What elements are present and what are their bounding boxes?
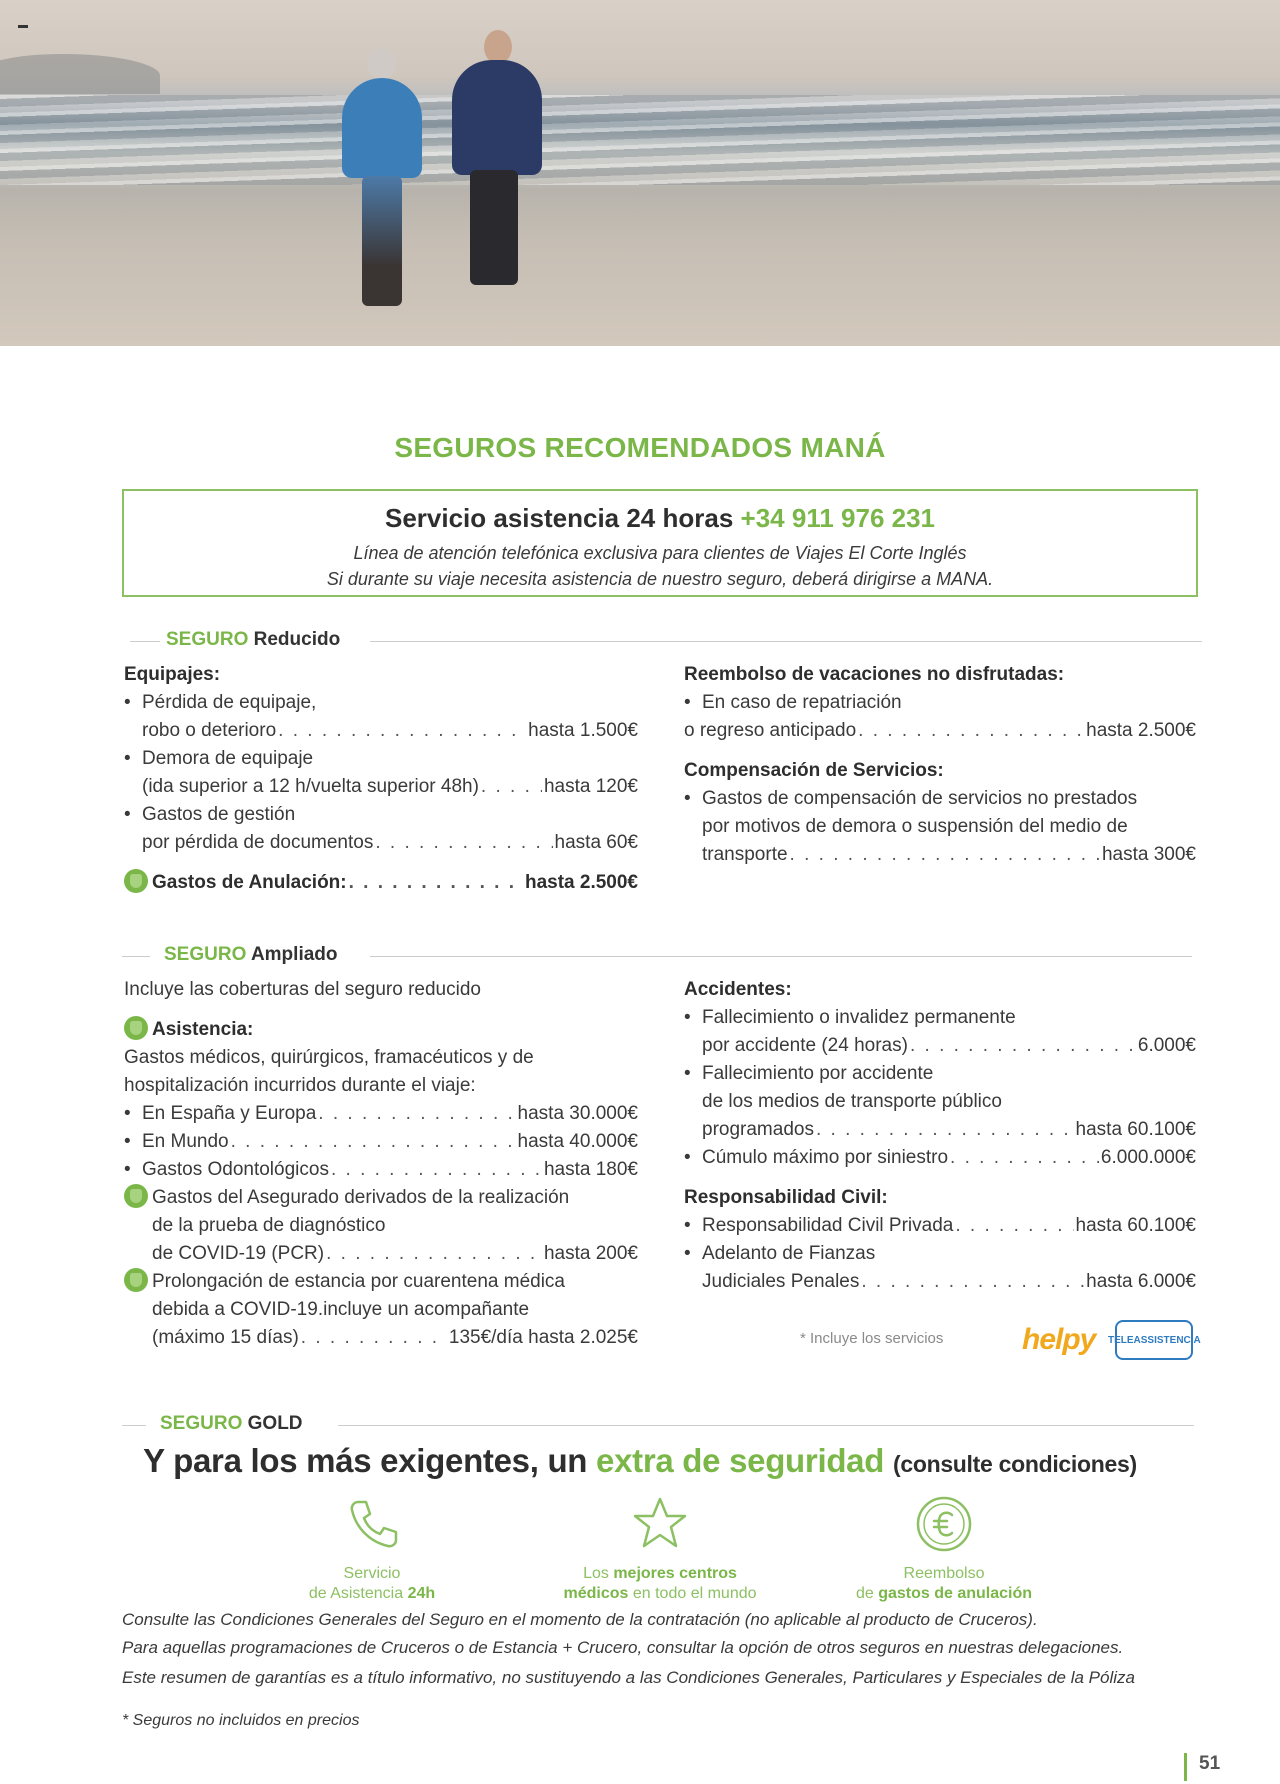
page-number: 51 [1184,1753,1220,1781]
flag-icon: ▬ [18,20,28,31]
section-ampliado-header: SEGURO Ampliado [122,944,1192,968]
gold-headline: Y para los más exigentes, un extra de seguridad (consulte condiciones) [143,1442,1137,1479]
reducido-right-column: Reembolso de vacaciones no disfrutadas: • En caso de repatriación o regreso anticipado . . . hasta 2.500€ Compensación de Servicios: • Gastos de compensación de servicios no prestados por motivos de demora o suspensión del medio de transporte . . . hasta 300€ [684,661,1196,869]
page-title: SEGUROS RECOMENDADOS MANÁ [394,432,886,463]
distant-headland [0,54,160,94]
shield-icon [124,869,148,893]
footer-note-4: * Seguros no incluidos en precios [122,1712,360,1729]
walker-man [452,30,542,300]
asistencia-row: Asistencia: [124,1016,638,1044]
assistance-line-1: Línea de atención telefónica exclusiva para clientes de Viajes El Corte Inglés [353,543,967,563]
assistance-line-2: Si durante su viaje necesita asistencia de nuestro seguro, deberá dirigirse a MANA. [326,569,994,589]
walker-woman [342,48,422,318]
assistance-box [122,489,1198,597]
hero-photo [0,0,1280,346]
sea-waves [0,95,1280,185]
reducido-left-column: Equipajes: • Pérdida de equipaje, robo o deterioro . . . hasta 1.500€ • Demora de equipaje (ida superior a 12 h/vuelta superior 48h) . . . hasta 120€ • Gastos de gestión por pérdida de documentos . . . hasta 60€ Gastos de Anulación: . . . hasta 2.500€ [124,661,638,897]
value-demora: hasta 120€ [543,776,638,797]
ampliado-left-column: Incluye las coberturas del seguro reducido Asistencia: Gastos médicos, quirúrgicos, framacéuticos y de hospitalización incurridos durante el viaje: • En España y Europa . . . hasta 30.000€ • En Mundo . . . hasta 40.000€ • Gastos Odontológicos . . . hasta 180€ Gastos del Asegurado derivados de la realización de la prueba de diagnóstico de COVID-19 (PCR) . . . hasta 200€ Prolongación de estancia por cuarentena médica debida a COVID-19.incluye un acompañante (máximo 15 días) . . . 135€/día hasta 2.025€ [124,976,638,1352]
ampliado-intro: Incluye las coberturas del seguro reducido [124,979,481,1000]
assistance-heading [124,503,1196,534]
footer-note-1: Consulte las Condiciones Generales del Seguro en el momento de la contratación (no aplicable al producto de Cruceros). [122,1610,1038,1629]
phone-icon [342,1494,402,1554]
feature-cancellation-refund: Reembolso de gastos de anulación [824,1494,1064,1604]
feature-assistance: Servicio de Asistencia 24h [252,1494,492,1604]
shield-icon [124,1268,148,1292]
euro-icon [914,1494,974,1554]
star-icon [630,1494,690,1554]
section-gold-header: SEGURO GOLD [122,1413,1194,1437]
equipajes-title: Equipajes: [124,664,221,685]
compensacion-title: Compensación de Servicios: [684,760,944,781]
teleasistencia-logo: TELEASSISTENCIA [1115,1320,1193,1360]
assistance-phone[interactable]: +34 911 976 231 [740,503,936,533]
footer-note-2: Para aquellas programaciones de Cruceros o de Estancia + Crucero, consultar la opción de otros seguros en nuestras delegaciones. [122,1638,1124,1657]
assistance-label: Servicio asistencia 24 horas [384,503,734,533]
reembolso-title: Reembolso de vacaciones no disfrutadas: [684,664,1065,685]
shield-icon [124,1184,148,1208]
value-gestion: hasta 60€ [554,832,638,853]
value-equipaje: hasta 1.500€ [528,720,638,741]
section-reducido-header: SEGURO Reducido [122,629,1202,653]
shield-icon [124,1016,148,1040]
feature-medical-centers: Los mejores centros médicos en todo el mundo [540,1494,780,1604]
services-note: * Incluye los servicios [800,1330,944,1347]
anulacion-row: Gastos de Anulación: . . . hasta 2.500€ [124,869,638,897]
footer-note-3: Este resumen de garantías es a título informativo, no sustituyendo a las Condiciones Generales, Particulares y Especiales de la Póliza [122,1668,1135,1687]
helpy-logo: helpy [1022,1323,1096,1356]
ampliado-right-column: Accidentes: • Fallecimiento o invalidez permanente por accidente (24 horas) . . . 6.000€ • Fallecimiento por accidente de los medios de transporte público programados . . . hasta 60.100€ • Cúmulo máximo por siniestro . . . 6.000.000€ Responsabilidad Civil: • Responsabilidad Civil Privada . . . hasta 60.100€ • Adelanto de Fianzas Judiciales Penales . . . hasta 6.000€ [684,976,1196,1296]
service-logos [1022,1320,1201,1360]
